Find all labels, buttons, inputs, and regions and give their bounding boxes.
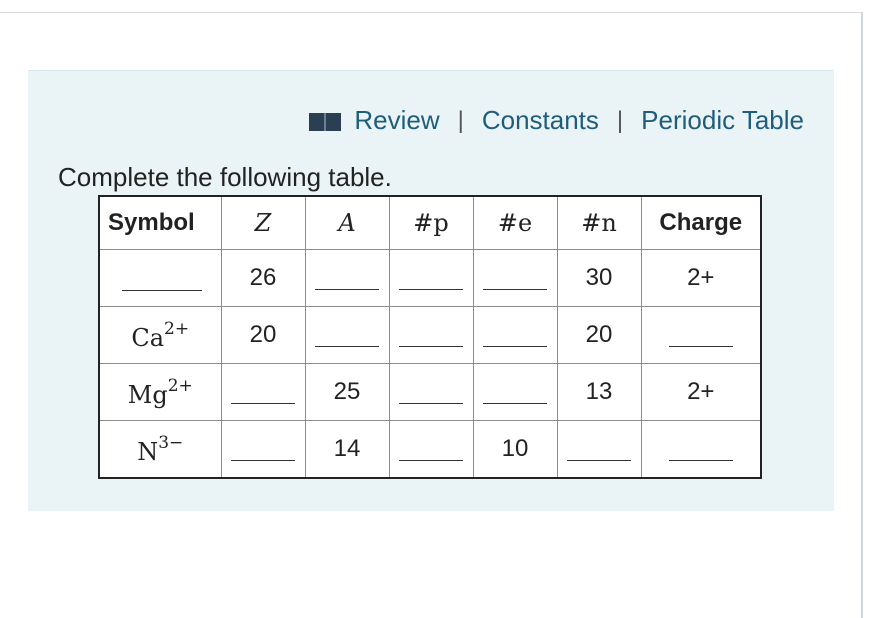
cell-charge[interactable] (641, 307, 761, 364)
table-row (99, 421, 761, 479)
cell-z: 20 (221, 307, 305, 364)
table-row (99, 364, 761, 421)
cell-protons[interactable] (389, 250, 473, 307)
cell-protons[interactable] (389, 364, 473, 421)
cell-symbol (99, 421, 221, 479)
book-icon (308, 110, 344, 132)
answer-blank[interactable] (231, 460, 295, 461)
answer-blank[interactable] (399, 460, 463, 461)
symbol-charge-superscript: 2+ (167, 375, 193, 396)
header-a: A (305, 196, 389, 250)
header-electrons: #e (473, 196, 557, 250)
cell-a[interactable] (305, 307, 389, 364)
table-header-row (99, 196, 761, 250)
answer-blank[interactable] (315, 289, 379, 290)
cell-a: 14 (305, 421, 389, 479)
resource-links (308, 105, 804, 136)
cell-neutrons: 30 (557, 250, 641, 307)
header-symbol: Symbol (99, 196, 221, 250)
symbol-text: N (137, 437, 159, 466)
question-panel (28, 70, 834, 511)
cell-z: 26 (221, 250, 305, 307)
answer-blank[interactable] (315, 346, 379, 347)
right-divider (861, 12, 863, 618)
symbol-charge-superscript: 2+ (164, 318, 190, 339)
link-separator: | (616, 106, 624, 134)
review-link[interactable]: Review (354, 105, 440, 135)
symbol-text: Ca (131, 323, 165, 352)
cell-charge: 2+ (641, 250, 761, 307)
cell-protons[interactable] (389, 421, 473, 479)
periodic-table-link[interactable]: Periodic Table (641, 105, 804, 135)
header-z: Z (221, 196, 305, 250)
link-separator: | (457, 106, 464, 134)
answer-blank[interactable] (399, 403, 463, 404)
cell-z[interactable] (221, 421, 305, 479)
cell-symbol (99, 364, 221, 421)
answer-blank[interactable] (567, 460, 631, 461)
answer-blank[interactable] (669, 460, 733, 461)
cell-electrons[interactable] (473, 364, 557, 421)
answer-blank[interactable] (399, 346, 463, 347)
table-row (99, 307, 761, 364)
answer-blank[interactable] (669, 346, 733, 347)
answer-blank[interactable] (122, 290, 202, 291)
cell-neutrons: 13 (557, 364, 641, 421)
cell-charge[interactable] (641, 421, 761, 479)
answer-blank[interactable] (483, 289, 547, 290)
answer-blank[interactable] (399, 289, 463, 290)
cell-a[interactable] (305, 250, 389, 307)
cell-symbol (99, 307, 221, 364)
cell-a: 25 (305, 364, 389, 421)
cell-electrons[interactable] (473, 307, 557, 364)
cell-neutrons: 20 (557, 307, 641, 364)
answer-blank[interactable] (231, 403, 295, 404)
cell-symbol[interactable] (99, 250, 221, 307)
cell-z[interactable] (221, 364, 305, 421)
answer-blank[interactable] (483, 403, 547, 404)
header-charge: Charge (641, 196, 761, 250)
answer-blank[interactable] (483, 346, 547, 347)
isotope-table (98, 195, 762, 479)
instruction-text: Complete the following table. (58, 162, 392, 192)
symbol-text: Mg (127, 380, 168, 409)
header-protons: #p (389, 196, 473, 250)
constants-link[interactable]: Constants (481, 105, 599, 135)
header-neutrons: #n (557, 196, 641, 250)
symbol-charge-superscript: 3− (158, 432, 184, 453)
cell-charge: 2+ (641, 364, 761, 421)
cell-electrons: 10 (473, 421, 557, 479)
cell-electrons[interactable] (473, 250, 557, 307)
top-divider (0, 12, 862, 13)
table-row (99, 250, 761, 307)
cell-neutrons[interactable] (557, 421, 641, 479)
cell-protons[interactable] (389, 307, 473, 364)
